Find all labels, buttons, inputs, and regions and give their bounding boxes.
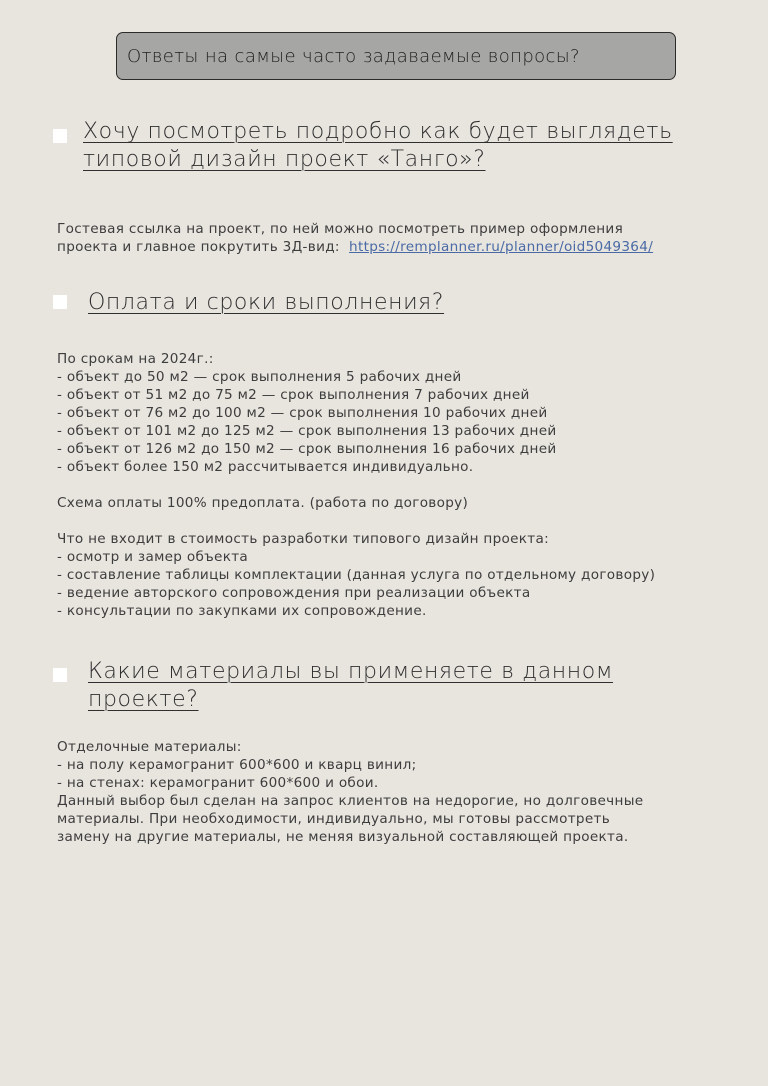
excluded-item: - составление таблицы комплектации (данная услуга по отдельному договору) (57, 567, 656, 583)
question-3-title (88, 658, 613, 714)
project-guest-link[interactable]: https://remplanner.ru/planner/oid5049364/ (349, 239, 654, 255)
question-2-title-line: Оплата и сроки выполнения? (88, 290, 445, 315)
terms-item: - объект от 51 м2 до 75 м2 — срок выполнения 7 рабочих дней (57, 387, 530, 403)
answer-3 (57, 738, 643, 846)
faq-header (116, 32, 676, 80)
excluded-item: - осмотр и замер объекта (57, 549, 249, 565)
answer-1-line: Гостевая ссылка на проект, по ней можно посмотреть пример оформления (57, 221, 624, 237)
terms-item: - объект от 76 м2 до 100 м2 — срок выполнения 10 рабочих дней (57, 405, 548, 421)
question-2-title (88, 289, 444, 317)
bullet-square-icon (53, 129, 67, 143)
answer-1 (57, 220, 653, 256)
question-1-title-line: Хочу посмотреть подробно как будет выглядеть (83, 119, 673, 144)
answer-3-line: Отделочные материалы: (57, 739, 242, 755)
question-3-title-line: Какие материалы вы применяете в данном (88, 659, 614, 684)
answer-3-line: - на полу керамогранит 600*600 и кварц винил; (57, 757, 417, 773)
question-3-title-line: проекте? (88, 687, 199, 712)
faq-header-title: Ответы на самые часто задаваемые вопросы? (127, 45, 580, 67)
terms-intro: По срокам на 2024г.: (57, 351, 214, 367)
excluded-item: - ведение авторского сопровождения при реализации объекта (57, 585, 531, 601)
answer-2 (57, 350, 655, 620)
excluded-intro: Что не входит в стоимость разработки типового дизайн проекта: (57, 531, 550, 547)
question-1-title-line: типовой дизайн проект «Танго»? (83, 147, 486, 172)
excluded-item: - консультации по закупками их сопровождение. (57, 603, 427, 619)
bullet-square-icon (53, 668, 67, 682)
question-1-title (83, 118, 673, 174)
answer-3-line: замену на другие материалы, не меняя визуальной составляющей проекта. (57, 829, 629, 845)
terms-item: - объект более 150 м2 рассчитывается индивидуально. (57, 459, 474, 475)
answer-3-line: Данный выбор был сделан на запрос клиентов на недорогие, но долговечные (57, 793, 644, 809)
answer-3-line: материалы. При необходимости, индивидуально, мы готовы рассмотреть (57, 811, 611, 827)
terms-item: - объект от 126 м2 до 150 м2 — срок выполнения 16 рабочих дней (57, 441, 557, 457)
terms-item: - объект от 101 м2 до 125 м2 — срок выполнения 13 рабочих дней (57, 423, 557, 439)
answer-3-line: - на стенах: керамогранит 600*600 и обои. (57, 775, 379, 791)
bullet-square-icon (53, 295, 67, 309)
terms-item: - объект до 50 м2 — срок выполнения 5 рабочих дней (57, 369, 462, 385)
payment-scheme: Схема оплаты 100% предоплата. (работа по договору) (57, 495, 469, 511)
answer-1-line: проекта и главное покрутить 3Д-вид: (57, 239, 340, 255)
